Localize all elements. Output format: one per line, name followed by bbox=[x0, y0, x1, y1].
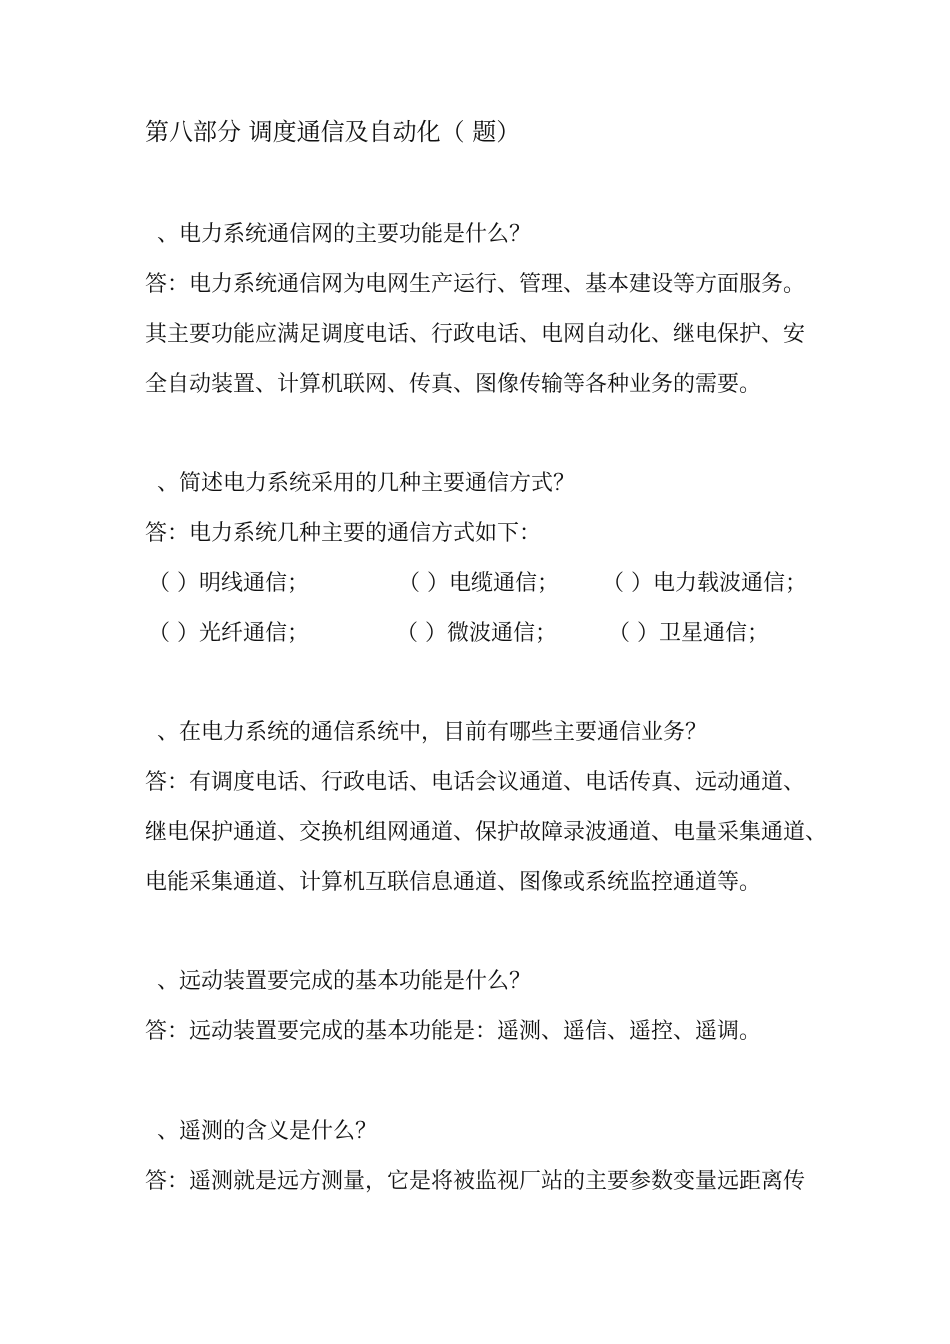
answer-1-line-3: 全自动装置、计算机联网、传真、图像传输等各种业务的需要。 bbox=[145, 372, 762, 397]
answer-1-line-2: 其主要功能应满足调度电话、行政电话、电网自动化、继电保护、安 bbox=[145, 322, 806, 347]
answer-3-line-1: 答：有调度电话、行政电话、电话会议通道、电话传真、远动通道、 bbox=[145, 770, 806, 795]
answer-5: 答：遥测就是远方测量，它是将被监视厂站的主要参数变量远距离传 bbox=[145, 1169, 806, 1194]
answer-3-line-2: 继电保护通道、交换机组网通道、保护故障录波通道、电量采集通道、 bbox=[145, 820, 828, 845]
question-2: 、简述电力系统采用的几种主要通信方式？ bbox=[157, 471, 576, 496]
question-1: 、电力系统通信网的主要功能是什么？ bbox=[157, 222, 532, 247]
method-fiber: （ ）光纤通信； bbox=[148, 621, 309, 646]
answer-4: 答：远动装置要完成的基本功能是：遥测、遥信、遥控、遥调。 bbox=[145, 1019, 762, 1044]
method-cable: （ ）电缆通信； bbox=[398, 571, 559, 596]
method-power-line-carrier: （ ）电力载波通信； bbox=[602, 571, 807, 596]
page-title: 第八部分 调度通信及自动化（ 题） bbox=[145, 118, 521, 146]
answer-2-intro: 答：电力系统几种主要的通信方式如下： bbox=[145, 521, 542, 546]
method-satellite: （ ）卫星通信； bbox=[608, 621, 769, 646]
question-3: 、在电力系统的通信系统中，目前有哪些主要通信业务？ bbox=[157, 720, 708, 745]
answer-1-line-1: 答：电力系统通信网为电网生产运行、管理、基本建设等方面服务。 bbox=[145, 272, 806, 297]
method-microwave: （ ）微波通信； bbox=[396, 621, 557, 646]
question-4: 、远动装置要完成的基本功能是什么？ bbox=[157, 969, 532, 994]
answer-3-line-3: 电能采集通道、计算机互联信息通道、图像或系统监控通道等。 bbox=[145, 870, 762, 895]
question-5: 、遥测的含义是什么？ bbox=[157, 1119, 378, 1144]
method-open-wire: （ ）明线通信； bbox=[148, 571, 309, 596]
